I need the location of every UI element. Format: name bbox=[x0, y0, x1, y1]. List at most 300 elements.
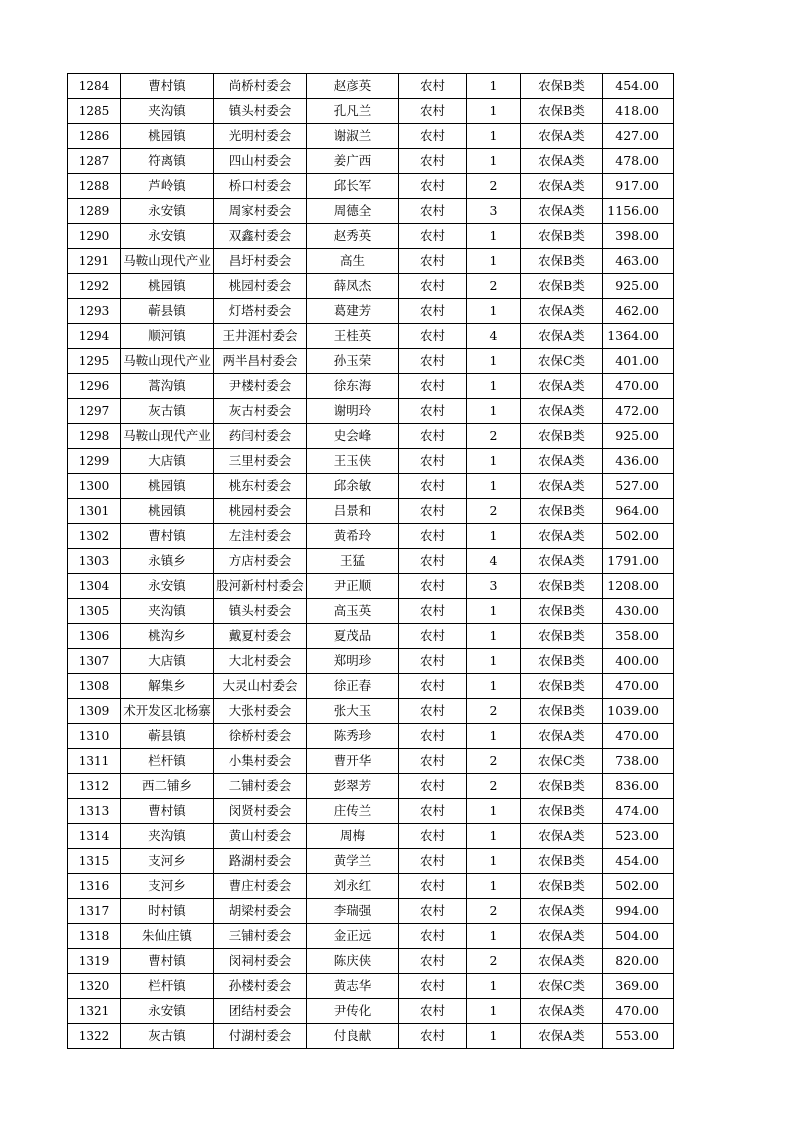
table-row bbox=[68, 74, 674, 99]
village-cell: 镇头村委会 bbox=[214, 99, 307, 124]
household-size-cell: 1 bbox=[467, 99, 521, 124]
row-number-cell: 1309 bbox=[68, 699, 121, 724]
town-cell: 支河乡 bbox=[121, 874, 214, 899]
row-number-cell: 1296 bbox=[68, 374, 121, 399]
town-cell: 桃园镇 bbox=[121, 474, 214, 499]
village-cell: 尹楼村委会 bbox=[214, 374, 307, 399]
table-row bbox=[68, 399, 674, 424]
residence-type-cell: 农村 bbox=[399, 824, 467, 849]
village-cell: 闵贤村委会 bbox=[214, 799, 307, 824]
town-cell: 桃沟乡 bbox=[121, 624, 214, 649]
village-cell: 灰古村委会 bbox=[214, 399, 307, 424]
name-cell: 曹开华 bbox=[307, 749, 399, 774]
insurance-class-cell: 农保A类 bbox=[521, 549, 603, 574]
name-cell: 高生 bbox=[307, 249, 399, 274]
town-cell: 夹沟镇 bbox=[121, 99, 214, 124]
amount-cell: 553.00 bbox=[603, 1024, 674, 1049]
household-size-cell: 2 bbox=[467, 174, 521, 199]
name-cell: 付良献 bbox=[307, 1024, 399, 1049]
household-size-cell: 1 bbox=[467, 924, 521, 949]
town-cell: 桃园镇 bbox=[121, 124, 214, 149]
table-row bbox=[68, 1024, 674, 1049]
household-size-cell: 2 bbox=[467, 424, 521, 449]
town-cell: 曹村镇 bbox=[121, 799, 214, 824]
household-size-cell: 1 bbox=[467, 674, 521, 699]
household-size-cell: 1 bbox=[467, 649, 521, 674]
name-cell: 赵彦英 bbox=[307, 74, 399, 99]
name-cell: 尹正顺 bbox=[307, 574, 399, 599]
insurance-class-cell: 农保A类 bbox=[521, 399, 603, 424]
row-number-cell: 1297 bbox=[68, 399, 121, 424]
name-cell: 周梅 bbox=[307, 824, 399, 849]
insurance-class-cell: 农保B类 bbox=[521, 624, 603, 649]
residence-type-cell: 农村 bbox=[399, 624, 467, 649]
residence-type-cell: 农村 bbox=[399, 774, 467, 799]
table-row bbox=[68, 174, 674, 199]
name-cell: 张大玉 bbox=[307, 699, 399, 724]
residence-type-cell: 农村 bbox=[399, 424, 467, 449]
insurance-class-cell: 农保B类 bbox=[521, 224, 603, 249]
residence-type-cell: 农村 bbox=[399, 174, 467, 199]
insurance-class-cell: 农保B类 bbox=[521, 649, 603, 674]
town-cell: 夹沟镇 bbox=[121, 599, 214, 624]
name-cell: 孙玉荣 bbox=[307, 349, 399, 374]
residence-type-cell: 农村 bbox=[399, 574, 467, 599]
village-cell: 三里村委会 bbox=[214, 449, 307, 474]
insurance-class-cell: 农保A类 bbox=[521, 299, 603, 324]
town-cell: 马鞍山现代产业 bbox=[121, 249, 214, 274]
name-cell: 姜广西 bbox=[307, 149, 399, 174]
residence-type-cell: 农村 bbox=[399, 699, 467, 724]
town-cell: 支河乡 bbox=[121, 849, 214, 874]
table-row bbox=[68, 824, 674, 849]
village-cell: 双鑫村委会 bbox=[214, 224, 307, 249]
village-cell: 小集村委会 bbox=[214, 749, 307, 774]
insurance-class-cell: 农保A类 bbox=[521, 174, 603, 199]
household-size-cell: 1 bbox=[467, 824, 521, 849]
table-row bbox=[68, 649, 674, 674]
town-cell: 灰古镇 bbox=[121, 399, 214, 424]
row-number-cell: 1288 bbox=[68, 174, 121, 199]
row-number-cell: 1290 bbox=[68, 224, 121, 249]
table-row bbox=[68, 999, 674, 1024]
amount-cell: 964.00 bbox=[603, 499, 674, 524]
row-number-cell: 1300 bbox=[68, 474, 121, 499]
table-row bbox=[68, 574, 674, 599]
insurance-class-cell: 农保A类 bbox=[521, 374, 603, 399]
household-size-cell: 2 bbox=[467, 749, 521, 774]
insurance-class-cell: 农保B类 bbox=[521, 849, 603, 874]
amount-cell: 470.00 bbox=[603, 374, 674, 399]
residence-type-cell: 农村 bbox=[399, 124, 467, 149]
row-number-cell: 1291 bbox=[68, 249, 121, 274]
table-row bbox=[68, 499, 674, 524]
name-cell: 高玉英 bbox=[307, 599, 399, 624]
insurance-class-cell: 农保B类 bbox=[521, 674, 603, 699]
household-size-cell: 1 bbox=[467, 874, 521, 899]
residence-type-cell: 农村 bbox=[399, 749, 467, 774]
town-cell: 大店镇 bbox=[121, 649, 214, 674]
insurance-class-cell: 农保A类 bbox=[521, 899, 603, 924]
amount-cell: 925.00 bbox=[603, 424, 674, 449]
village-cell: 昌圩村委会 bbox=[214, 249, 307, 274]
household-size-cell: 1 bbox=[467, 124, 521, 149]
village-cell: 两半昌村委会 bbox=[214, 349, 307, 374]
village-cell: 药闫村委会 bbox=[214, 424, 307, 449]
table-row bbox=[68, 124, 674, 149]
insurance-class-cell: 农保A类 bbox=[521, 449, 603, 474]
household-size-cell: 1 bbox=[467, 599, 521, 624]
amount-cell: 463.00 bbox=[603, 249, 674, 274]
amount-cell: 738.00 bbox=[603, 749, 674, 774]
table-row bbox=[68, 374, 674, 399]
household-size-cell: 1 bbox=[467, 74, 521, 99]
amount-cell: 454.00 bbox=[603, 849, 674, 874]
name-cell: 吕景和 bbox=[307, 499, 399, 524]
row-number-cell: 1286 bbox=[68, 124, 121, 149]
table-row bbox=[68, 349, 674, 374]
row-number-cell: 1322 bbox=[68, 1024, 121, 1049]
row-number-cell: 1315 bbox=[68, 849, 121, 874]
table-row bbox=[68, 799, 674, 824]
household-size-cell: 1 bbox=[467, 524, 521, 549]
insurance-class-cell: 农保B类 bbox=[521, 499, 603, 524]
residence-type-cell: 农村 bbox=[399, 474, 467, 499]
amount-cell: 430.00 bbox=[603, 599, 674, 624]
household-size-cell: 2 bbox=[467, 774, 521, 799]
amount-cell: 400.00 bbox=[603, 649, 674, 674]
amount-cell: 1364.00 bbox=[603, 324, 674, 349]
town-cell: 蕲县镇 bbox=[121, 299, 214, 324]
table-row bbox=[68, 524, 674, 549]
row-number-cell: 1317 bbox=[68, 899, 121, 924]
row-number-cell: 1304 bbox=[68, 574, 121, 599]
town-cell: 大店镇 bbox=[121, 449, 214, 474]
table-row bbox=[68, 224, 674, 249]
name-cell: 夏茂品 bbox=[307, 624, 399, 649]
name-cell: 王玉侠 bbox=[307, 449, 399, 474]
insurance-class-cell: 农保B类 bbox=[521, 74, 603, 99]
insurance-class-cell: 农保A类 bbox=[521, 999, 603, 1024]
town-cell: 夹沟镇 bbox=[121, 824, 214, 849]
household-size-cell: 1 bbox=[467, 299, 521, 324]
town-cell: 西二铺乡 bbox=[121, 774, 214, 799]
town-cell: 灰古镇 bbox=[121, 1024, 214, 1049]
residence-type-cell: 农村 bbox=[399, 649, 467, 674]
table-row bbox=[68, 149, 674, 174]
row-number-cell: 1311 bbox=[68, 749, 121, 774]
amount-cell: 472.00 bbox=[603, 399, 674, 424]
village-cell: 大灵山村委会 bbox=[214, 674, 307, 699]
town-cell: 桃园镇 bbox=[121, 274, 214, 299]
insurance-class-cell: 农保B类 bbox=[521, 599, 603, 624]
table-row bbox=[68, 874, 674, 899]
row-number-cell: 1316 bbox=[68, 874, 121, 899]
name-cell: 王猛 bbox=[307, 549, 399, 574]
table-row bbox=[68, 924, 674, 949]
name-cell: 王桂英 bbox=[307, 324, 399, 349]
amount-cell: 369.00 bbox=[603, 974, 674, 999]
table-row bbox=[68, 324, 674, 349]
town-cell: 马鞍山现代产业 bbox=[121, 424, 214, 449]
residence-type-cell: 农村 bbox=[399, 599, 467, 624]
village-cell: 三铺村委会 bbox=[214, 924, 307, 949]
name-cell: 赵秀英 bbox=[307, 224, 399, 249]
name-cell: 郑明珍 bbox=[307, 649, 399, 674]
town-cell: 解集乡 bbox=[121, 674, 214, 699]
village-cell: 黄山村委会 bbox=[214, 824, 307, 849]
household-size-cell: 1 bbox=[467, 349, 521, 374]
residence-type-cell: 农村 bbox=[399, 949, 467, 974]
residence-type-cell: 农村 bbox=[399, 799, 467, 824]
table-row bbox=[68, 974, 674, 999]
town-cell: 符离镇 bbox=[121, 149, 214, 174]
row-number-cell: 1293 bbox=[68, 299, 121, 324]
village-cell: 闵祠村委会 bbox=[214, 949, 307, 974]
residence-type-cell: 农村 bbox=[399, 249, 467, 274]
town-cell: 栏杆镇 bbox=[121, 749, 214, 774]
insurance-class-cell: 农保A类 bbox=[521, 474, 603, 499]
amount-cell: 462.00 bbox=[603, 299, 674, 324]
amount-cell: 523.00 bbox=[603, 824, 674, 849]
row-number-cell: 1308 bbox=[68, 674, 121, 699]
town-cell: 曹村镇 bbox=[121, 524, 214, 549]
insurance-class-cell: 农保A类 bbox=[521, 149, 603, 174]
residence-type-cell: 农村 bbox=[399, 524, 467, 549]
insurance-class-cell: 农保A类 bbox=[521, 124, 603, 149]
household-size-cell: 1 bbox=[467, 849, 521, 874]
village-cell: 桥口村委会 bbox=[214, 174, 307, 199]
amount-cell: 401.00 bbox=[603, 349, 674, 374]
village-cell: 王井涯村委会 bbox=[214, 324, 307, 349]
insurance-class-cell: 农保B类 bbox=[521, 799, 603, 824]
town-cell: 顺河镇 bbox=[121, 324, 214, 349]
insurance-class-cell: 农保A类 bbox=[521, 949, 603, 974]
household-size-cell: 2 bbox=[467, 899, 521, 924]
residence-type-cell: 农村 bbox=[399, 874, 467, 899]
amount-cell: 925.00 bbox=[603, 274, 674, 299]
amount-cell: 478.00 bbox=[603, 149, 674, 174]
household-size-cell: 3 bbox=[467, 199, 521, 224]
household-size-cell: 1 bbox=[467, 999, 521, 1024]
town-cell: 朱仙庄镇 bbox=[121, 924, 214, 949]
name-cell: 黄希玲 bbox=[307, 524, 399, 549]
insurance-class-cell: 农保A类 bbox=[521, 824, 603, 849]
table-row bbox=[68, 674, 674, 699]
row-number-cell: 1287 bbox=[68, 149, 121, 174]
village-cell: 周家村委会 bbox=[214, 199, 307, 224]
household-size-cell: 2 bbox=[467, 699, 521, 724]
household-size-cell: 1 bbox=[467, 449, 521, 474]
household-size-cell: 1 bbox=[467, 724, 521, 749]
row-number-cell: 1310 bbox=[68, 724, 121, 749]
row-number-cell: 1285 bbox=[68, 99, 121, 124]
row-number-cell: 1305 bbox=[68, 599, 121, 624]
name-cell: 谢明玲 bbox=[307, 399, 399, 424]
household-size-cell: 1 bbox=[467, 399, 521, 424]
village-cell: 尚桥村委会 bbox=[214, 74, 307, 99]
row-number-cell: 1298 bbox=[68, 424, 121, 449]
name-cell: 徐正春 bbox=[307, 674, 399, 699]
residence-type-cell: 农村 bbox=[399, 674, 467, 699]
table-row bbox=[68, 549, 674, 574]
town-cell: 栏杆镇 bbox=[121, 974, 214, 999]
residence-type-cell: 农村 bbox=[399, 849, 467, 874]
insurance-class-cell: 农保B类 bbox=[521, 774, 603, 799]
row-number-cell: 1295 bbox=[68, 349, 121, 374]
row-number-cell: 1321 bbox=[68, 999, 121, 1024]
row-number-cell: 1312 bbox=[68, 774, 121, 799]
row-number-cell: 1314 bbox=[68, 824, 121, 849]
row-number-cell: 1299 bbox=[68, 449, 121, 474]
residence-type-cell: 农村 bbox=[399, 724, 467, 749]
amount-cell: 474.00 bbox=[603, 799, 674, 824]
insurance-class-cell: 农保C类 bbox=[521, 974, 603, 999]
village-cell: 孙楼村委会 bbox=[214, 974, 307, 999]
row-number-cell: 1292 bbox=[68, 274, 121, 299]
town-cell: 马鞍山现代产业 bbox=[121, 349, 214, 374]
town-cell: 永安镇 bbox=[121, 224, 214, 249]
household-size-cell: 2 bbox=[467, 274, 521, 299]
insurance-class-cell: 农保A类 bbox=[521, 324, 603, 349]
village-cell: 戴夏村委会 bbox=[214, 624, 307, 649]
insurance-class-cell: 农保B类 bbox=[521, 99, 603, 124]
amount-cell: 836.00 bbox=[603, 774, 674, 799]
insurance-class-cell: 农保B类 bbox=[521, 274, 603, 299]
household-size-cell: 4 bbox=[467, 324, 521, 349]
amount-cell: 1791.00 bbox=[603, 549, 674, 574]
name-cell: 史会峰 bbox=[307, 424, 399, 449]
name-cell: 陈庆侠 bbox=[307, 949, 399, 974]
household-size-cell: 1 bbox=[467, 224, 521, 249]
household-size-cell: 1 bbox=[467, 799, 521, 824]
amount-cell: 502.00 bbox=[603, 524, 674, 549]
insurance-class-cell: 农保B类 bbox=[521, 424, 603, 449]
table-row bbox=[68, 624, 674, 649]
town-cell: 桃园镇 bbox=[121, 499, 214, 524]
name-cell: 黄志华 bbox=[307, 974, 399, 999]
household-size-cell: 1 bbox=[467, 474, 521, 499]
town-cell: 芦岭镇 bbox=[121, 174, 214, 199]
table-row bbox=[68, 424, 674, 449]
table-row bbox=[68, 299, 674, 324]
name-cell: 尹传化 bbox=[307, 999, 399, 1024]
row-number-cell: 1302 bbox=[68, 524, 121, 549]
amount-cell: 527.00 bbox=[603, 474, 674, 499]
village-cell: 付湖村委会 bbox=[214, 1024, 307, 1049]
table-row bbox=[68, 899, 674, 924]
amount-cell: 470.00 bbox=[603, 674, 674, 699]
row-number-cell: 1320 bbox=[68, 974, 121, 999]
town-cell: 时村镇 bbox=[121, 899, 214, 924]
insurance-class-cell: 农保C类 bbox=[521, 749, 603, 774]
table-body bbox=[68, 74, 674, 1049]
name-cell: 李瑞强 bbox=[307, 899, 399, 924]
amount-cell: 502.00 bbox=[603, 874, 674, 899]
residence-type-cell: 农村 bbox=[399, 399, 467, 424]
village-cell: 光明村委会 bbox=[214, 124, 307, 149]
amount-cell: 1039.00 bbox=[603, 699, 674, 724]
table-row bbox=[68, 599, 674, 624]
row-number-cell: 1284 bbox=[68, 74, 121, 99]
name-cell: 薛凤杰 bbox=[307, 274, 399, 299]
residence-type-cell: 农村 bbox=[399, 1024, 467, 1049]
table-row bbox=[68, 724, 674, 749]
village-cell: 大张村委会 bbox=[214, 699, 307, 724]
name-cell: 黄学兰 bbox=[307, 849, 399, 874]
name-cell: 庄传兰 bbox=[307, 799, 399, 824]
residence-type-cell: 农村 bbox=[399, 274, 467, 299]
residence-type-cell: 农村 bbox=[399, 549, 467, 574]
amount-cell: 436.00 bbox=[603, 449, 674, 474]
amount-cell: 418.00 bbox=[603, 99, 674, 124]
residence-type-cell: 农村 bbox=[399, 199, 467, 224]
town-cell: 术开发区北杨寨 bbox=[121, 699, 214, 724]
amount-cell: 454.00 bbox=[603, 74, 674, 99]
town-cell: 永安镇 bbox=[121, 999, 214, 1024]
amount-cell: 398.00 bbox=[603, 224, 674, 249]
household-size-cell: 1 bbox=[467, 149, 521, 174]
village-cell: 股河新村村委会 bbox=[214, 574, 307, 599]
table-row bbox=[68, 274, 674, 299]
village-cell: 桃园村委会 bbox=[214, 499, 307, 524]
household-size-cell: 1 bbox=[467, 374, 521, 399]
residence-type-cell: 农村 bbox=[399, 224, 467, 249]
amount-cell: 820.00 bbox=[603, 949, 674, 974]
insurance-class-cell: 农保A类 bbox=[521, 924, 603, 949]
village-cell: 左洼村委会 bbox=[214, 524, 307, 549]
name-cell: 徐东海 bbox=[307, 374, 399, 399]
residence-type-cell: 农村 bbox=[399, 374, 467, 399]
residence-type-cell: 农村 bbox=[399, 924, 467, 949]
table-row bbox=[68, 849, 674, 874]
residence-type-cell: 农村 bbox=[399, 99, 467, 124]
name-cell: 陈秀珍 bbox=[307, 724, 399, 749]
town-cell: 曹村镇 bbox=[121, 74, 214, 99]
name-cell: 邱长军 bbox=[307, 174, 399, 199]
village-cell: 团结村委会 bbox=[214, 999, 307, 1024]
residence-type-cell: 农村 bbox=[399, 999, 467, 1024]
name-cell: 金正远 bbox=[307, 924, 399, 949]
table-row bbox=[68, 749, 674, 774]
household-size-cell: 1 bbox=[467, 974, 521, 999]
insurance-class-cell: 农保B类 bbox=[521, 699, 603, 724]
insurance-class-cell: 农保A类 bbox=[521, 1024, 603, 1049]
village-cell: 方店村委会 bbox=[214, 549, 307, 574]
village-cell: 二铺村委会 bbox=[214, 774, 307, 799]
row-number-cell: 1303 bbox=[68, 549, 121, 574]
village-cell: 桃东村委会 bbox=[214, 474, 307, 499]
residence-type-cell: 农村 bbox=[399, 449, 467, 474]
table-row bbox=[68, 774, 674, 799]
amount-cell: 427.00 bbox=[603, 124, 674, 149]
amount-cell: 994.00 bbox=[603, 899, 674, 924]
town-cell: 永镇乡 bbox=[121, 549, 214, 574]
amount-cell: 917.00 bbox=[603, 174, 674, 199]
residence-type-cell: 农村 bbox=[399, 149, 467, 174]
residence-type-cell: 农村 bbox=[399, 299, 467, 324]
village-cell: 桃园村委会 bbox=[214, 274, 307, 299]
household-size-cell: 2 bbox=[467, 499, 521, 524]
household-size-cell: 3 bbox=[467, 574, 521, 599]
insurance-class-cell: 农保B类 bbox=[521, 874, 603, 899]
town-cell: 永安镇 bbox=[121, 574, 214, 599]
insurance-class-cell: 农保C类 bbox=[521, 349, 603, 374]
village-cell: 四山村委会 bbox=[214, 149, 307, 174]
household-size-cell: 1 bbox=[467, 1024, 521, 1049]
amount-cell: 504.00 bbox=[603, 924, 674, 949]
town-cell: 曹村镇 bbox=[121, 949, 214, 974]
